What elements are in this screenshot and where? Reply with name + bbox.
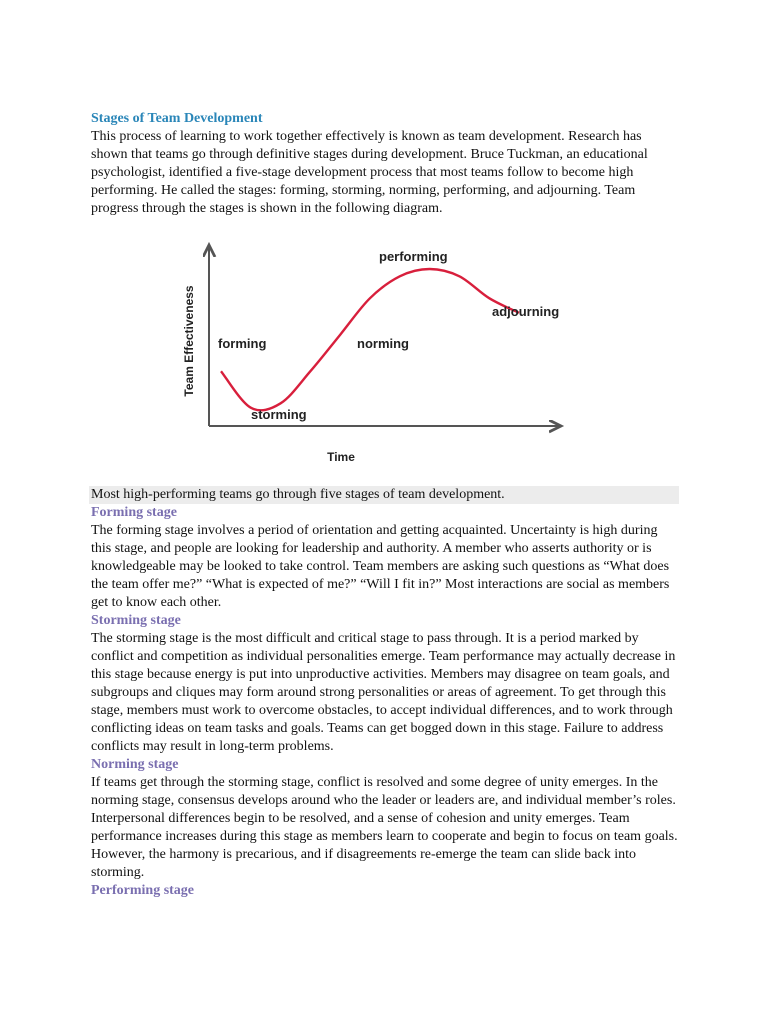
stage-label-forming: forming [218,336,267,351]
performing-heading: Performing stage [91,883,195,898]
forming-heading: Forming stage [91,505,177,520]
team-development-diagram [91,218,679,486]
x-axis-label: Time [327,450,355,464]
storming-heading: Storming stage [91,613,181,628]
storming-paragraph: The storming stage is the most difficult and critical stage to pass through. It is a period marked by conflict and competition as individual personalities emerge. Team performance may actually decrease in this stage because energy is put into unproductive activities. Members may disagree on team goals, and subgroups and cliques may form around strong personalities or areas of agreement. To get through this stage, members must work to overcome obstacles, to accept individual differences, and to work through conflicting ideas on team tasks and goals. Teams can get bogged down in this stage. Failure to address conflicts may result in long-term problems. [91,631,676,754]
figure-caption: Most high-performing teams go through five stages of team development. [89,486,679,504]
stage-label-storming: storming [251,407,307,422]
y-axis-label: Team Effectiveness [182,285,196,397]
norming-heading: Norming stage [91,757,179,772]
document-title: Stages of Team Development [91,111,263,126]
intro-paragraph: This process of learning to work together effectively is known as team development. Research has shown that teams go through definitive stages during development. Bruce Tuckman, an educational psychologist, identified a five-stage development process that most teams follow to become high performing. He called the stages: forming, storming, norming, performing, and adjourning. Team progress through the stages is shown in the following diagram. [91,129,648,216]
stage-label-norming: norming [357,336,409,351]
stage-label-performing: performing [379,249,448,264]
norming-paragraph: If teams get through the storming stage, conflict is resolved and some degree of unity emerges. In the norming stage, consensus develops around who the leader or leaders are, and individual member’s roles. Interpersonal differences begin to be resolved, and a sense of cohesion and unity emerges. Team performance increases during this stage as members learn to cooperate and begin to focus on team goals. However, the harmony is precarious, and if disagreements re-emerge the team can slide back into storming. [91,775,678,880]
chart-svg [181,237,661,467]
document-page [91,110,679,900]
forming-paragraph: The forming stage involves a period of orientation and getting acquainted. Uncertainty is high during this stage, and people are looking for leadership and authority. A member who asserts authority or is knowledgeable may be looked to take control. Team members are asking such questions as “What does the team offer me?” “What is expected of me?” “Will I fit in?” Most interactions are social as members get to know each other. [91,523,670,610]
stage-label-adjourning: adjourning [492,304,560,319]
